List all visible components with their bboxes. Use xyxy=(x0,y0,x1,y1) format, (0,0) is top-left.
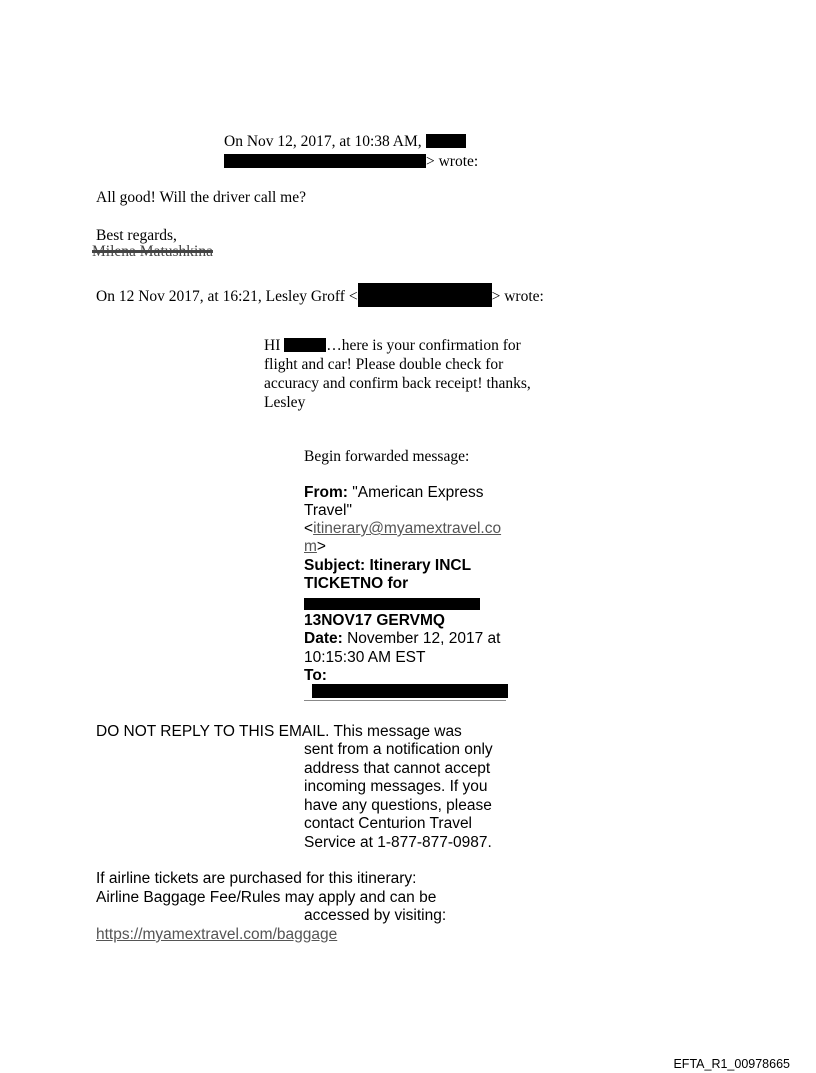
redacted-link-underline xyxy=(304,700,506,701)
notice-line3: address that cannot accept xyxy=(304,760,491,777)
lesley-message-hi: HI xyxy=(264,337,281,354)
reply-signature-struck: Milena Matushkina xyxy=(92,243,213,260)
reply-regards: Best regards, xyxy=(96,227,177,244)
document-id: EFTA_R1_00978665 xyxy=(673,1057,790,1071)
quote-header-text: On Nov 12, 2017, at 10:38 AM, xyxy=(224,133,422,150)
forward-date-value1: November 12, 2017 at xyxy=(347,630,501,647)
notice-line7: Service at 1-877-877-0987. xyxy=(304,834,492,851)
notice-line6: contact Centurion Travel xyxy=(304,815,473,832)
baggage-line3: accessed by visiting: xyxy=(304,907,447,924)
baggage-url-line xyxy=(96,926,337,944)
lesley-message-line1 xyxy=(264,337,521,355)
notice-line5: have any questions, please xyxy=(304,797,492,814)
notice-line2: sent from a notification only xyxy=(304,741,493,758)
quote-header-line1 xyxy=(224,133,466,151)
forward-subject-line2: TICKETNO for xyxy=(304,575,409,592)
redaction-block xyxy=(224,154,426,168)
forward-from-value1: "American Express xyxy=(352,484,484,501)
lesley-quote-suffix: > wrote: xyxy=(491,288,544,305)
forward-intro: Begin forwarded message: xyxy=(304,448,470,465)
lesley-message-line3: accuracy and confirm back receipt! thanks, xyxy=(264,375,531,392)
forward-to-label: To: xyxy=(304,667,327,684)
lesley-quote-header xyxy=(96,283,544,307)
lesley-message-text1: …here is your confirmation for xyxy=(326,337,521,354)
redaction-block xyxy=(312,684,508,698)
redaction-block xyxy=(284,338,326,352)
quote-header-line2 xyxy=(224,153,478,171)
lesley-message-line2: flight and car! Please double check for xyxy=(264,356,504,373)
forward-from-email-line2: m> xyxy=(304,538,326,555)
forward-subject-line3: 13NOV17 GERVMQ xyxy=(304,612,445,629)
redaction-block xyxy=(304,598,480,610)
baggage-line2: Airline Baggage Fee/Rules may apply and can be xyxy=(96,889,437,906)
redaction-block xyxy=(426,134,466,148)
forward-date-line1 xyxy=(304,630,500,648)
forward-date-line2: 10:15:30 AM EST xyxy=(304,649,426,666)
baggage-line1: If airline tickets are purchased for this itinerary: xyxy=(96,870,417,887)
forward-from-line1 xyxy=(304,484,484,502)
lesley-message-line4: Lesley xyxy=(264,394,306,411)
forward-from-email-line1: <itinerary@myamextravel.co xyxy=(304,520,502,537)
notice-line1: DO NOT REPLY TO THIS EMAIL. This message was xyxy=(96,723,462,740)
forward-from-email-link-cont[interactable]: m xyxy=(304,538,317,555)
forward-subject-line1: Subject: Itinerary INCL xyxy=(304,557,472,574)
reply-text: All good! Will the driver call me? xyxy=(96,189,306,206)
redaction-block xyxy=(358,283,492,307)
notice-line4: incoming messages. If you xyxy=(304,778,488,795)
quote-header-wrote: > wrote: xyxy=(426,153,479,170)
forward-from-line2: Travel" xyxy=(304,502,352,519)
forward-date-label: Date: xyxy=(304,630,343,647)
forward-from-email-link[interactable]: itinerary@myamextravel.co xyxy=(313,520,502,537)
baggage-link[interactable]: https://myamextravel.com/baggage xyxy=(96,926,338,943)
forward-from-label: From: xyxy=(304,484,348,501)
lesley-quote-prefix: On 12 Nov 2017, at 16:21, Lesley Groff < xyxy=(96,288,358,305)
